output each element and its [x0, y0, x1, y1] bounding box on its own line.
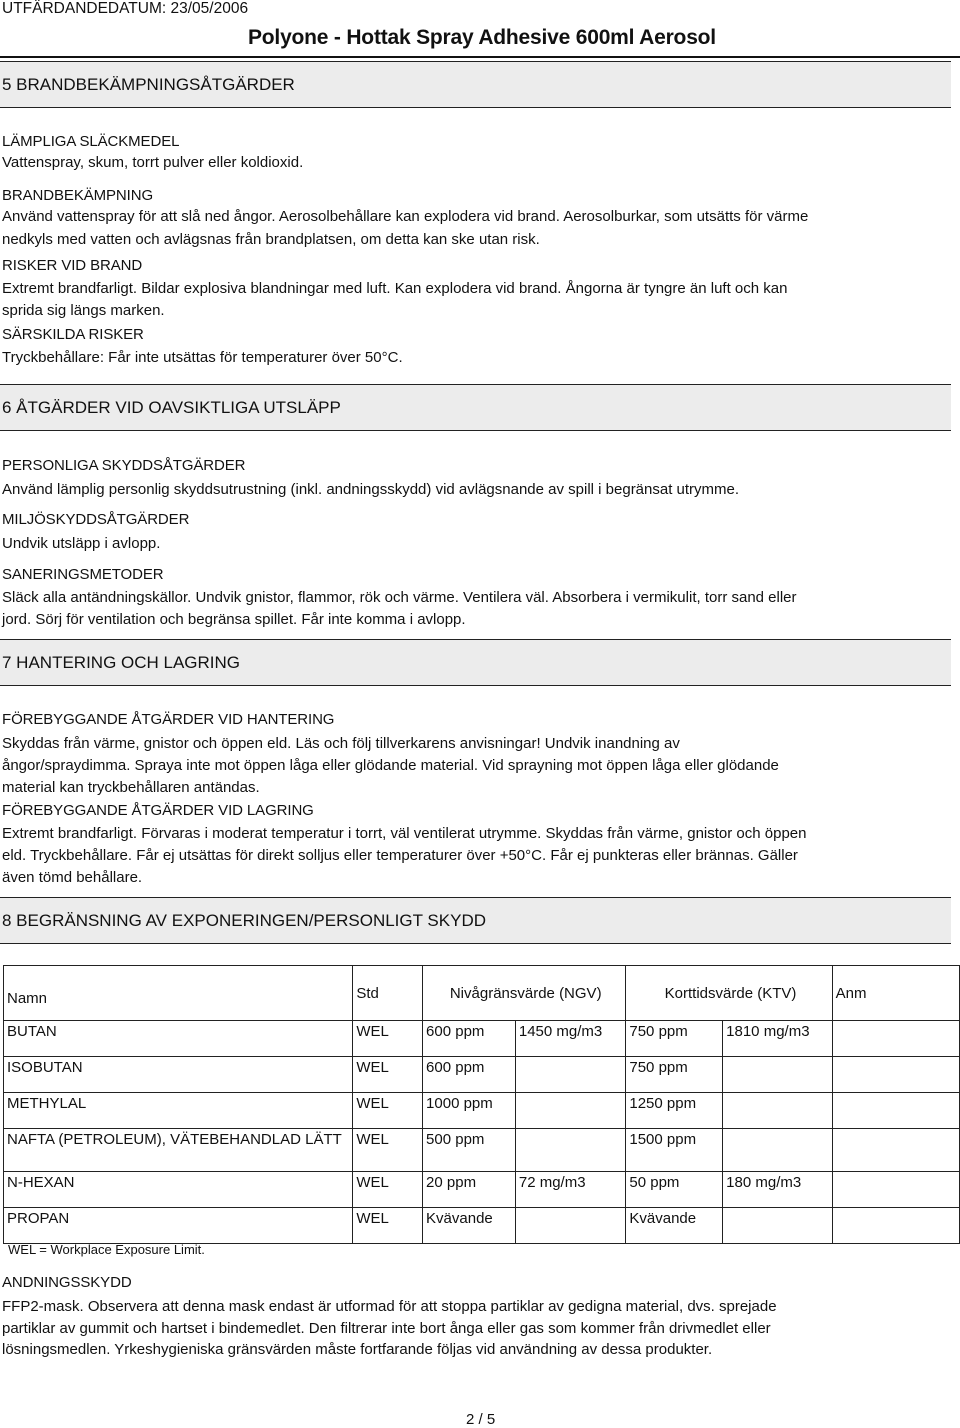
- cell-ngv-ppm: 1000 ppm: [423, 1093, 516, 1129]
- cell-ngv-mg: [515, 1129, 626, 1172]
- cell-name: N-HEXAN: [4, 1172, 353, 1208]
- col-header-name: Namn: [4, 966, 353, 1021]
- cell-std: WEL: [353, 1172, 423, 1208]
- s6-subheading-environmental: MILJÖSKYDDSÅTGÄRDER: [2, 511, 190, 528]
- document-title: Polyone - Hottak Spray Adhesive 600ml Aerosol: [248, 26, 716, 49]
- cell-ktv-mg: 1810 mg/m3: [723, 1021, 833, 1057]
- cell-ktv-mg: [723, 1129, 833, 1172]
- section-7-heading-bar: [0, 639, 951, 686]
- col-header-anm: Anm: [832, 966, 959, 1021]
- cell-ktv-ppm: 1250 ppm: [626, 1093, 723, 1129]
- s7-text-storage-line2: eld. Tryckbehållare. Får ej utsättas för direkt solljus eller temperaturer över +50°C. Får ej punkteras eller brännas. Gäller: [2, 847, 798, 864]
- s6-text-cleanup-line2: jord. Sörj för ventilation och begränsa spillet. Får inte komma i avlopp.: [2, 611, 466, 628]
- cell-anm: [832, 1093, 959, 1129]
- cell-ktv-mg: 180 mg/m3: [723, 1172, 833, 1208]
- exposure-limits-table: [3, 965, 960, 1244]
- s7-subheading-storage: FÖREBYGGANDE ÅTGÄRDER VID LAGRING: [2, 802, 314, 819]
- col-header-ktv: Korttidsvärde (KTV): [626, 966, 832, 1021]
- s5-subheading-extinguishing-media: LÄMPLIGA SLÄCKMEDEL: [2, 133, 180, 150]
- s5-text-fire-risks-line2: sprida sig längs marken.: [2, 302, 165, 319]
- s5-subheading-firefighting: BRANDBEKÄMPNING: [2, 187, 154, 204]
- s5-subheading-fire-risks: RISKER VID BRAND: [2, 257, 143, 274]
- s7-text-handling-line2: ångor/spraydimma. Spraya inte mot öppen låga eller glödande material. Vid sprayning mot öppen låga eller glödande: [2, 757, 779, 774]
- cell-ktv-mg: [723, 1093, 833, 1129]
- cell-std: WEL: [353, 1208, 423, 1244]
- header-divider: [0, 56, 960, 58]
- s8-subheading-respiratory: ANDNINGSSKYDD: [2, 1274, 132, 1291]
- table-row: [4, 1093, 960, 1129]
- s7-text-handling-line1: Skyddas från värme, gnistor och öppen eld. Läs och följ tillverkarens anvisningar! Undvik inandning av: [2, 735, 680, 752]
- s5-text-fire-risks-line1: Extremt brandfarligt. Bildar explosiva blandningar med luft. Kan explodera vid brand. Ångorna är tyngre än luft och kan: [2, 280, 788, 297]
- cell-ngv-mg: [515, 1093, 626, 1129]
- section-5-heading: 5 BRANDBEKÄMPNINGSÅTGÄRDER: [2, 75, 295, 94]
- issue-date: UTFÄRDANDEDATUM: 23/05/2006: [2, 0, 249, 17]
- cell-anm: [832, 1021, 959, 1057]
- cell-name: METHYLAL: [4, 1093, 353, 1129]
- table-row: [4, 1208, 960, 1244]
- section-6-heading-bar: [0, 384, 951, 431]
- cell-ngv-ppm: 600 ppm: [423, 1057, 516, 1093]
- s7-subheading-handling: FÖREBYGGANDE ÅTGÄRDER VID HANTERING: [2, 711, 335, 728]
- page-number: 2 / 5: [466, 1411, 496, 1428]
- cell-ngv-mg: [515, 1057, 626, 1093]
- cell-ngv-ppm: 20 ppm: [423, 1172, 516, 1208]
- cell-ngv-ppm: 600 ppm: [423, 1021, 516, 1057]
- cell-ngv-ppm: Kvävande: [423, 1208, 516, 1244]
- cell-ktv-ppm: Kvävande: [626, 1208, 723, 1244]
- s6-subheading-personal-precautions: PERSONLIGA SKYDDSÅTGÄRDER: [2, 457, 246, 474]
- s7-text-storage-line3: även tömd behållare.: [2, 869, 143, 886]
- table-header-row: [4, 966, 960, 1021]
- cell-name: NAFTA (PETROLEUM), VÄTEBEHANDLAD LÄTT: [4, 1129, 353, 1172]
- s8-text-respiratory-line1: FFP2-mask. Observera att denna mask endast är utformad för att stoppa partiklar av gedigna material, dvs. sprejade: [2, 1298, 777, 1315]
- s5-text-firefighting-line2: nedkyls med vatten och avlägsnas från brandplatsen, om detta kan ske utan risk.: [2, 231, 540, 248]
- section-6-heading: 6 ÅTGÄRDER VID OAVSIKTLIGA UTSLÄPP: [2, 398, 341, 417]
- cell-name: PROPAN: [4, 1208, 353, 1244]
- table-row: [4, 1021, 960, 1057]
- section-5-heading-bar: [0, 61, 951, 108]
- cell-std: WEL: [353, 1021, 423, 1057]
- section-8-heading: 8 BEGRÄNSNING AV EXPONERINGEN/PERSONLIGT SKYDD: [2, 911, 486, 930]
- s5-text-extinguishing-media: Vattenspray, skum, torrt pulver eller koldioxid.: [2, 154, 304, 171]
- s5-subheading-special-risks: SÄRSKILDA RISKER: [2, 326, 144, 343]
- cell-ktv-mg: [723, 1208, 833, 1244]
- cell-ngv-ppm: 500 ppm: [423, 1129, 516, 1172]
- table-row: [4, 1129, 960, 1172]
- wel-footnote: WEL = Workplace Exposure Limit.: [8, 1242, 205, 1257]
- col-header-ngv: Nivågränsvärde (NGV): [423, 966, 626, 1021]
- s6-text-environmental: Undvik utsläpp i avlopp.: [2, 535, 161, 552]
- section-8-heading-bar: [0, 897, 951, 944]
- cell-name: BUTAN: [4, 1021, 353, 1057]
- cell-ngv-mg: 72 mg/m3: [515, 1172, 626, 1208]
- cell-anm: [832, 1057, 959, 1093]
- table-row: [4, 1172, 960, 1208]
- cell-ktv-ppm: 750 ppm: [626, 1021, 723, 1057]
- cell-std: WEL: [353, 1093, 423, 1129]
- cell-ktv-mg: [723, 1057, 833, 1093]
- s8-text-respiratory-line3: lösningsmedlen. Yrkeshygieniska gränsvärden måste fortfarande följas vid användning av dessa produkter.: [2, 1341, 713, 1358]
- table-row: [4, 1057, 960, 1093]
- cell-anm: [832, 1208, 959, 1244]
- s5-text-firefighting-line1: Använd vattenspray för att slå ned ångor. Aerosolbehållare kan explodera vid brand. Aerosolburkar, som utsätts för värme: [2, 208, 809, 225]
- s5-text-special-risks: Tryckbehållare: Får inte utsättas för temperaturer över 50°C.: [2, 349, 403, 366]
- cell-ktv-ppm: 1500 ppm: [626, 1129, 723, 1172]
- cell-ktv-ppm: 750 ppm: [626, 1057, 723, 1093]
- cell-std: WEL: [353, 1057, 423, 1093]
- s8-text-respiratory-line2: partiklar av gummit och hartset i bindemedlet. Den filtrerar inte bort ånga eller gas som kommer från drivmedlet eller: [2, 1320, 771, 1337]
- cell-anm: [832, 1129, 959, 1172]
- section-7-heading: 7 HANTERING OCH LAGRING: [2, 653, 241, 672]
- cell-std: WEL: [353, 1129, 423, 1172]
- s6-text-cleanup-line1: Släck alla antändningskällor. Undvik gnistor, flammor, rök och värme. Ventilera väl. Absorbera i vermikulit, torr sand eller: [2, 589, 797, 606]
- s6-text-personal-precautions: Använd lämplig personlig skyddsutrustning (inkl. andningsskydd) vid avlägsnande av spill i begränsat utrymme.: [2, 481, 740, 498]
- cell-ngv-mg: [515, 1208, 626, 1244]
- s6-subheading-cleanup: SANERINGSMETODER: [2, 566, 164, 583]
- col-header-std: Std: [353, 966, 423, 1021]
- s7-text-storage-line1: Extremt brandfarligt. Förvaras i moderat temperatur i torrt, väl ventilerat utrymme. Skyddas från värme, gnistor och öppen: [2, 825, 807, 842]
- cell-anm: [832, 1172, 959, 1208]
- cell-name: ISOBUTAN: [4, 1057, 353, 1093]
- cell-ktv-ppm: 50 ppm: [626, 1172, 723, 1208]
- cell-ngv-mg: 1450 mg/m3: [515, 1021, 626, 1057]
- s7-text-handling-line3: material kan tryckbehållaren antändas.: [2, 779, 260, 796]
